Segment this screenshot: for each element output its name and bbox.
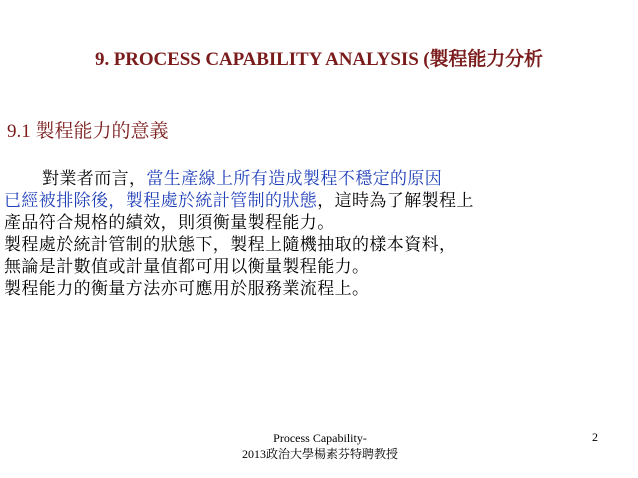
- footer-line-1: Process Capability-: [273, 431, 367, 445]
- body-line-1: [4, 168, 634, 190]
- body-line-5: 無論是計數值或計量值都可用以衡量製程能力。: [4, 257, 370, 277]
- slide-title: 9. PROCESS CAPABILITY ANALYSIS (製程能力分析: [95, 49, 543, 70]
- body-line-4: 製程處於統計管制的狀態下，製程上隨機抽取的樣本資料，: [4, 235, 457, 255]
- footer-line-2: 2013政治大學楊素芬特聘教授: [241, 447, 398, 461]
- body-line-2: [4, 190, 634, 212]
- body-paragraph: [4, 168, 634, 300]
- footer: [200, 430, 440, 462]
- body-text-plain: ，這時為了解製程上: [317, 191, 474, 211]
- body-line-6: 製程能力的衡量方法亦可應用於服務業流程上。: [4, 279, 370, 299]
- body-line-3: 產品符合規格的績效，則須衡量製程能力。: [4, 213, 335, 233]
- page-number: 2: [592, 430, 598, 444]
- body-text-highlight: 當生產線上所有造成製程不穩定的原因: [146, 169, 443, 189]
- section-heading: 9.1 製程能力的意義: [7, 121, 169, 142]
- body-text-plain: 對業者而言，: [42, 169, 147, 189]
- body-text-highlight: 已經被排除後，製程處於統計管制的狀態: [4, 191, 318, 211]
